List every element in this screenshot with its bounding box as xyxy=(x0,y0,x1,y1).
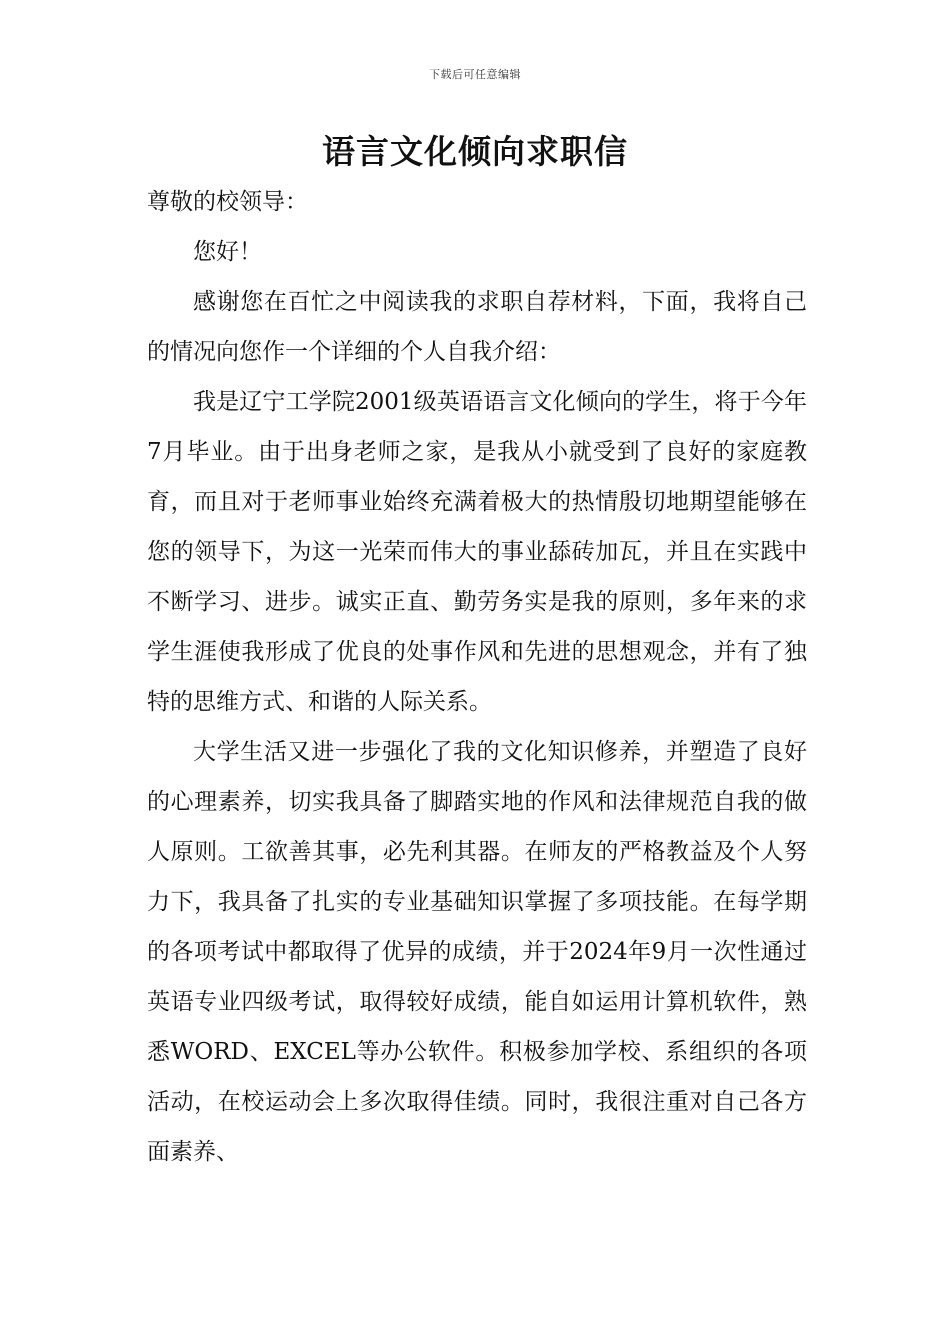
document-title: 语言文化倾向求职信 xyxy=(322,132,628,171)
header-note: 下载后可任意编辑 xyxy=(429,68,521,81)
greeting: 您好！ xyxy=(193,239,262,265)
paragraph-background: 我是辽宁工学院2001级英语语言文化倾向的学生，将于今年7月毕业。由于出身老师之家，是我从小就受到了良好的家庭教育，而且对于老师事业始终充满着极大的热情殷切地期望能够在您的领导下，为这一光荣而伟大的事业舔砖加瓦，并且在实践中不断学习、进步。诚实正直、勤劳务实是我的原则，多年来的求学生涯使我形成了优良的处事作风和先进的思想观念，并有了独特的思维方式、和谐的人际关系。 xyxy=(147,389,807,715)
paragraph-intro: 感谢您在百忙之中阅读我的求职自荐材料，下面，我将自己的情况向您作一个详细的个人自我介绍： xyxy=(147,289,807,365)
salutation: 尊敬的校领导： xyxy=(147,189,308,215)
letter-body xyxy=(147,177,807,1177)
paragraph-university: 大学生活又进一步强化了我的文化知识修养，并塑造了良好的心理素养，切实我具备了脚踏实地的作风和法律规范自我的做人原则。工欲善其事，必先利其器。在师友的严格教益及个人努力下，我具备了扎实的专业基础知识掌握了多项技能。在每学期的各项考试中都取得了优异的成绩，并于2024年9月一次性通过英语专业四级考试，取得较好成绩，能自如运用计算机软件，熟悉WORD、EXCEL等办公软件。积极参加学校、系组织的各项活动，在校运动会上多次取得佳绩。同时，我很注重对自己各方面素养、 xyxy=(147,739,807,1165)
